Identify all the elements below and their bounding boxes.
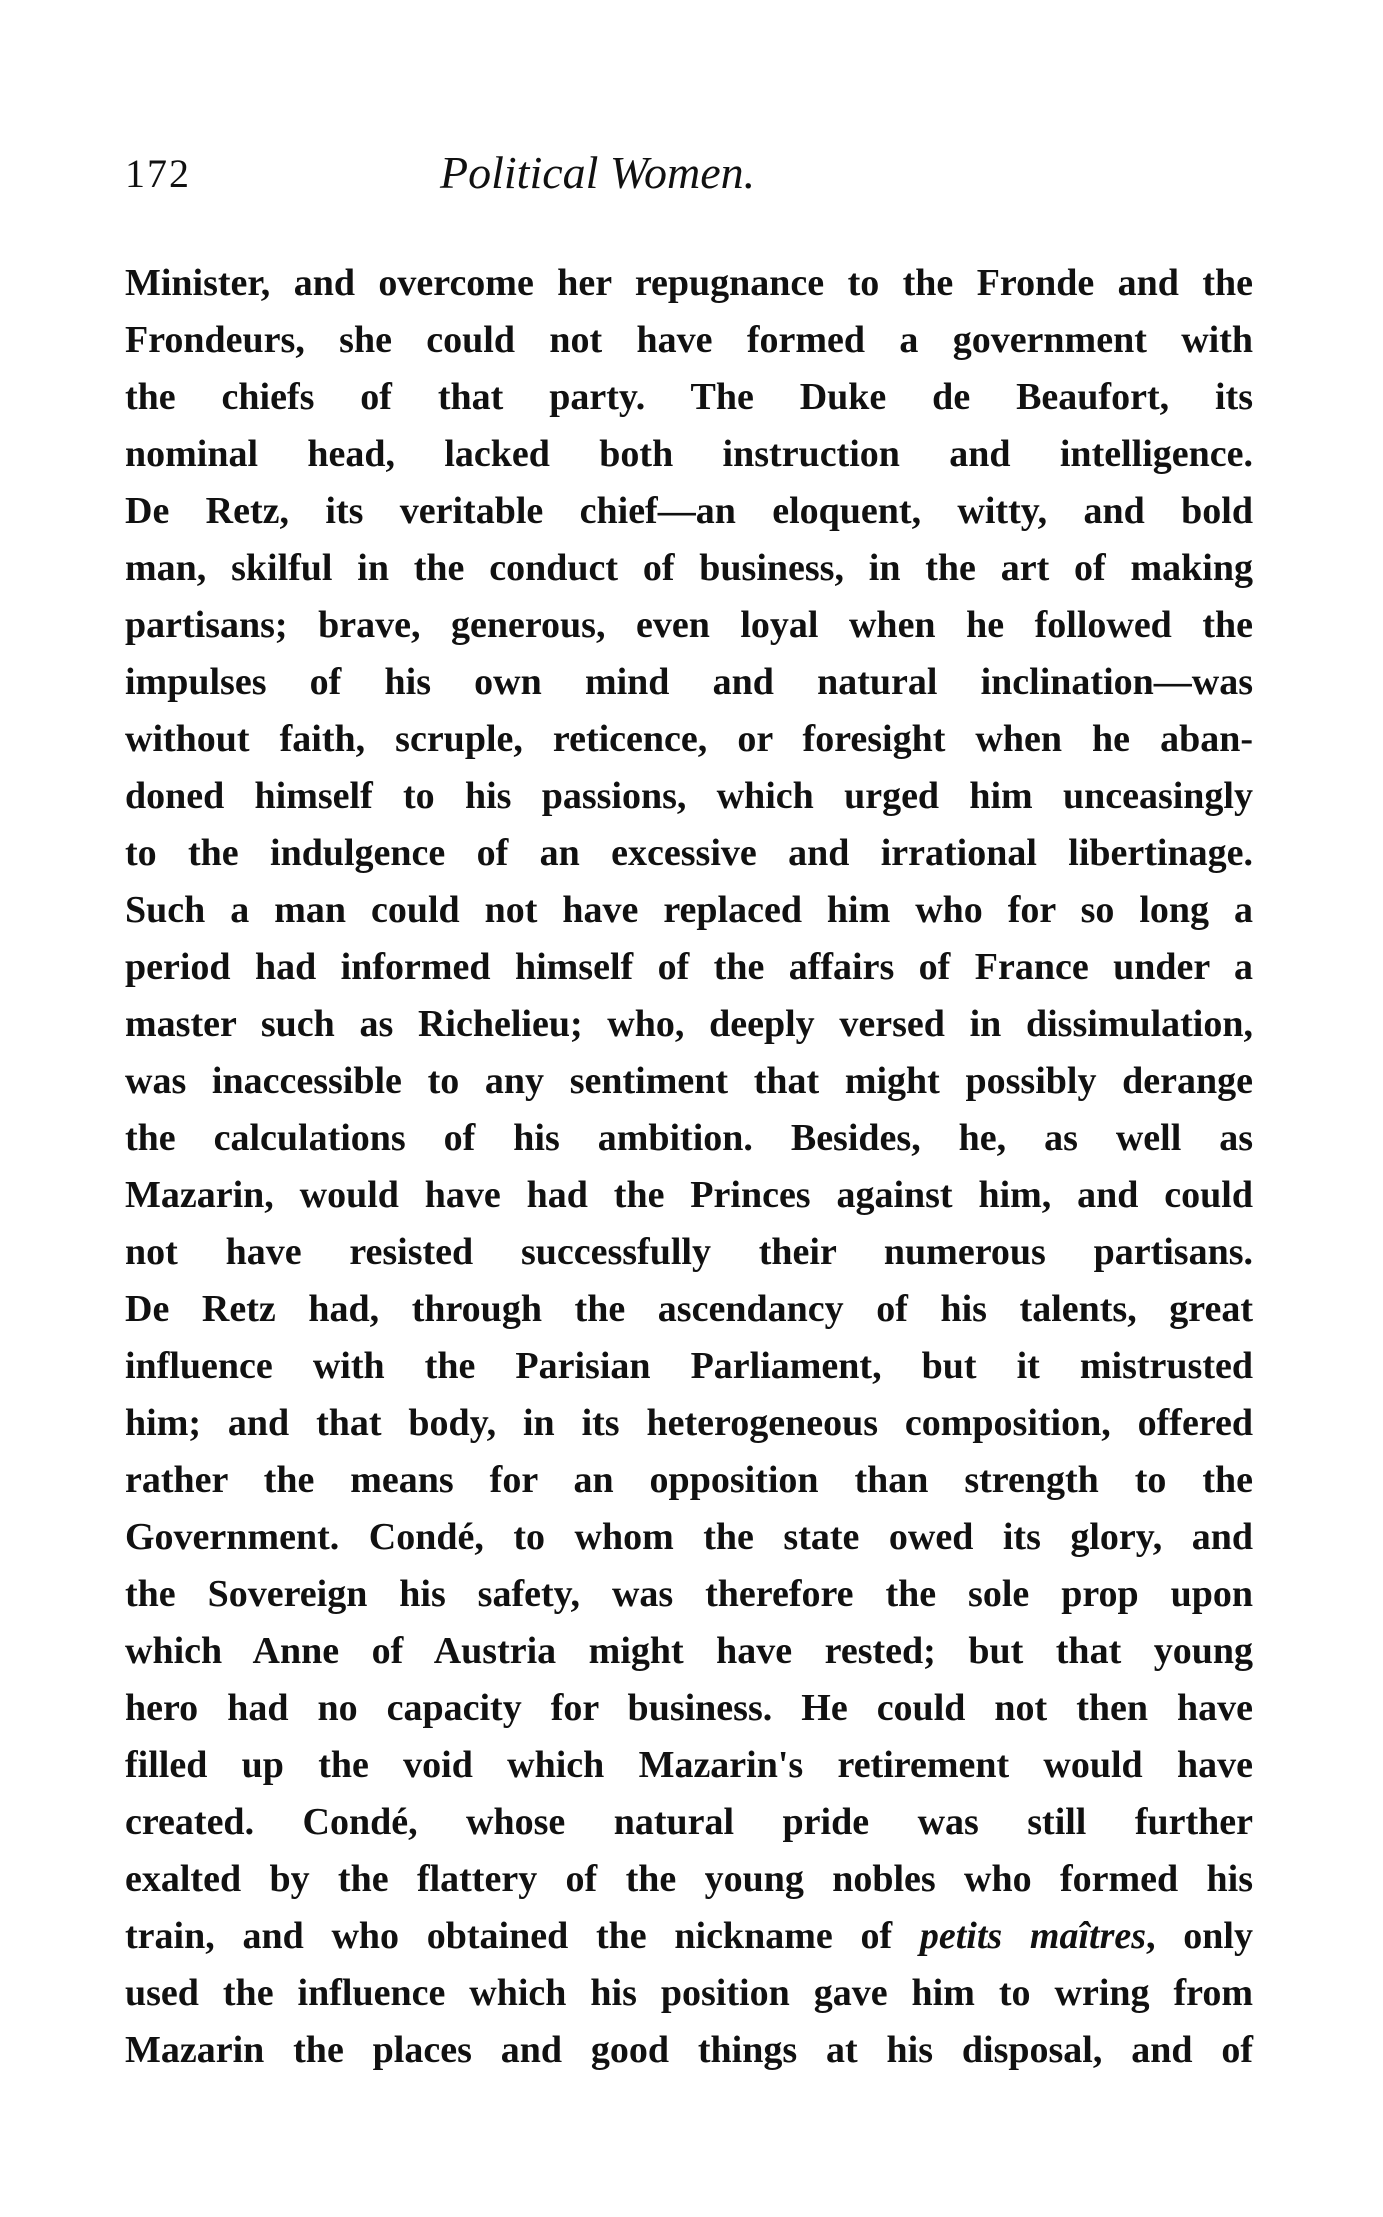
text-line: the calculations of his ambition. Besides, he, as well as [125,1117,1253,1159]
text-line: was inaccessible to any sentiment that might possibly derange [125,1060,1253,1102]
text-line: not have resisted successfully their numerous partisans. [125,1231,1253,1273]
text-line: created. Condé, whose natural pride was still further [125,1801,1253,1843]
text-line: to the indulgence of an excessive and irrational libertinage. [125,832,1253,874]
text-line: rather the means for an opposition than strength to the [125,1459,1253,1501]
text-line: man, skilful in the conduct of business, in the art of making [125,547,1253,589]
text-line: Frondeurs, she could not have formed a government with [125,319,1253,361]
text-line: period had informed himself of the affairs of France under a [125,946,1253,988]
text-line: De Retz had, through the ascendancy of his talents, great [125,1288,1253,1330]
running-title: Political Women. [440,147,756,198]
text-line: master such as Richelieu; who, deeply versed in dissimulation, [125,1003,1253,1045]
text-line: Such a man could not have replaced him who for so long a [125,889,1253,931]
text-line: without faith, scruple, reticence, or foresight when he aban- [125,718,1253,760]
text-line: hero had no capacity for business. He could not then have [125,1687,1253,1729]
text-line: him; and that body, in its heterogeneous composition, offered [125,1402,1253,1444]
text-line: influence with the Parisian Parliament, but it mistrusted [125,1345,1253,1387]
text-line: the chiefs of that party. The Duke de Beaufort, its [125,376,1253,418]
text-line: Government. Condé, to whom the state owed its glory, and [125,1516,1253,1558]
text-line: impulses of his own mind and natural inclination—was [125,661,1253,703]
text-line: filled up the void which Mazarin's retirement would have [125,1744,1253,1786]
text-line: nominal head, lacked both instruction and intelligence. [125,433,1253,475]
running-header [125,147,1253,210]
text-line: exalted by the flattery of the young nobles who formed his [125,1858,1253,1900]
text-line: the Sovereign his safety, was therefore the sole prop upon [125,1573,1253,1615]
text-line: Mazarin, would have had the Princes against him, and could [125,1174,1253,1216]
text-line: used the influence which his position gave him to wring from [125,1972,1253,2014]
text-line: train, and who obtained the nickname of petits maîtres, only [125,1915,1253,1957]
text-line: Minister, and overcome her repugnance to the Fronde and the [125,262,1253,304]
italic-phrase: petits maîtres [919,1915,1147,1957]
text-line: doned himself to his passions, which urged him unceasingly [125,775,1253,817]
text-line: which Anne of Austria might have rested; but that young [125,1630,1253,1672]
text-line: De Retz, its veritable chief—an eloquent, witty, and bold [125,490,1253,532]
page-number: 172 [125,151,191,196]
text-line: partisans; brave, generous, even loyal when he followed the [125,604,1253,646]
body-text [125,255,1253,2079]
text-line: Mazarin the places and good things at his disposal, and of [125,2029,1253,2071]
